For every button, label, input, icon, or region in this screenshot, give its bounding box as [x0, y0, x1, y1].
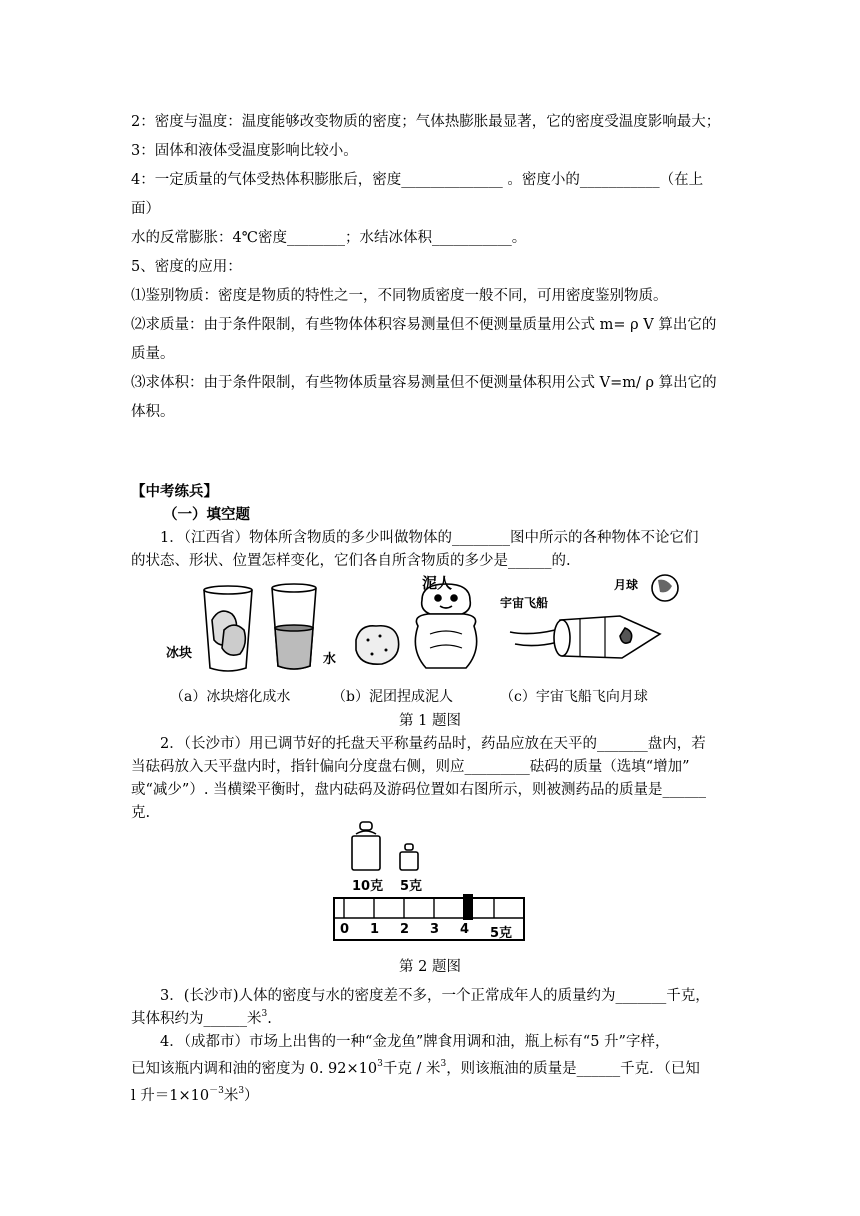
clay-figure-icon — [415, 584, 476, 668]
weight-10g-icon — [352, 822, 380, 870]
q4-sup-c: －3 — [209, 1086, 224, 1096]
question-2-line-4: 克. — [131, 805, 151, 821]
q4-text-a: 已知该瓶内调和油的密度为 0. 92×10 — [131, 1061, 378, 1077]
water-glass-icon — [272, 584, 316, 669]
note-water-anomaly: 水的反常膨胀：4℃密度________；水结冰体积___________。 — [131, 230, 527, 246]
q4-text-c: ，则该瓶油的质量是______千克．（已知 — [446, 1061, 700, 1077]
tick-label-2: 2 — [400, 922, 410, 937]
q3-text: 其体积约为______米 — [131, 1011, 262, 1027]
weight-5g-icon — [400, 844, 418, 870]
application-1: ⑴鉴别物质：密度是物质的特性之一，不同物质密度一般不同，可用密度鉴别物质。 — [131, 288, 668, 304]
question-1-cont: 的状态、形状、位置怎样变化，它们各自所含物质的多少是______的. — [131, 553, 571, 569]
label-ice: 冰块 — [166, 646, 193, 661]
question-2: 2．（长沙市）用已调节好的托盘天平称量药品时，药品应放在天平的_______盘内，若 — [160, 736, 706, 752]
tick-label-5: 5克 — [490, 926, 513, 941]
spaceship-icon — [510, 616, 660, 658]
caption-b: （b）泥团捏成泥人 — [332, 689, 453, 705]
moon-icon — [652, 575, 678, 601]
question-4: 4．（成都市）市场上出售的一种“金龙鱼”牌食用调和油，瓶上标有“5 升”字样， — [160, 1034, 670, 1050]
label-spaceship: 宇宙飞船 — [500, 596, 549, 610]
question-3-cont — [131, 1009, 731, 1029]
q3-end: . — [267, 1011, 272, 1027]
section-title: （一）填空题 — [163, 506, 250, 523]
q4-sup-b: 3 — [440, 1059, 447, 1069]
q4-sup-a: 3 — [377, 1059, 383, 1069]
tick-label-4: 4 — [460, 922, 470, 937]
question-3: 3．(长沙市)人体的密度与水的密度差不多，一个正常成年人的质量约为_______千克， — [160, 988, 710, 1004]
question-4-line-3 — [131, 1086, 731, 1106]
q3-sup: 3 — [261, 1009, 268, 1019]
note-line-3: 3：固体和液体受温度影响比较小。 — [131, 143, 358, 159]
tick-label-1: 1 — [370, 922, 380, 937]
figure-1-title: 第 1 题图 — [399, 713, 461, 729]
note-line-2: 2：密度与温度：温度能够改变物质的密度；气体热膨胀最显著，它的密度受温度影响最大； — [131, 114, 721, 130]
figure-2 — [330, 818, 530, 948]
application-2: ⑵求质量：由于条件限制，有些物体体积容易测量但不便测量质量用公式 m= ρ V 算出它的 — [131, 317, 717, 333]
tick-label-0: 0 — [340, 922, 350, 937]
q4-sup-d: 3 — [238, 1086, 245, 1096]
figure-1 — [160, 570, 700, 680]
practice-header: 【中考练兵】 — [131, 483, 218, 500]
question-4-line-2 — [131, 1059, 731, 1079]
q4-text-e: 米 — [223, 1088, 239, 1104]
note-line-4-cont: 面） — [131, 201, 160, 217]
question-2-line-3: 或“减少”）. 当横梁平衡时，盘内砝码及游码位置如右图所示，则被测药品的质量是______ — [131, 782, 707, 798]
question-2-line-2: 当砝码放入天平盘内时，指针偏向分度盘右侧，则应_________砝码的质量（选填“增加” — [131, 759, 690, 775]
q4-text-f: ） — [244, 1088, 259, 1104]
caption-a: （a）冰块熔化成水 — [170, 689, 291, 705]
figure-2-title: 第 2 题图 — [399, 959, 461, 975]
application-3: ⑶求体积：由于条件限制，有些物体质量容易测量但不便测量体积用公式 V=m/ ρ 算出它的 — [131, 375, 717, 391]
tick-label-3: 3 — [430, 922, 440, 937]
question-1: 1．（江西省）物体所含物质的多少叫做物体的________图中所示的各种物体不论它们 — [160, 530, 699, 546]
weight-5g-label: 5克 — [400, 879, 423, 894]
note-line-4: 4：一定质量的气体受热体积膨胀后，密度______________ 。密度小的___________（在上 — [131, 172, 704, 188]
rider-marker — [463, 894, 473, 920]
label-water: 水 — [323, 652, 337, 667]
application-2-cont: 质量。 — [131, 346, 175, 362]
note-line-5: 5、密度的应用： — [131, 259, 242, 275]
caption-c: （c）宇宙飞船飞向月球 — [500, 689, 648, 705]
label-moon: 月球 — [614, 578, 639, 592]
clay-lump-icon — [356, 626, 399, 664]
q4-text-d: l 升＝1×10 — [131, 1088, 210, 1104]
weight-10g-label: 10克 — [352, 879, 384, 894]
q4-text-b: 千克 / 米 — [382, 1061, 441, 1077]
ice-glass-icon — [204, 586, 252, 671]
application-3-cont: 体积。 — [131, 404, 175, 420]
label-clay-figure: 泥人 — [422, 574, 453, 592]
